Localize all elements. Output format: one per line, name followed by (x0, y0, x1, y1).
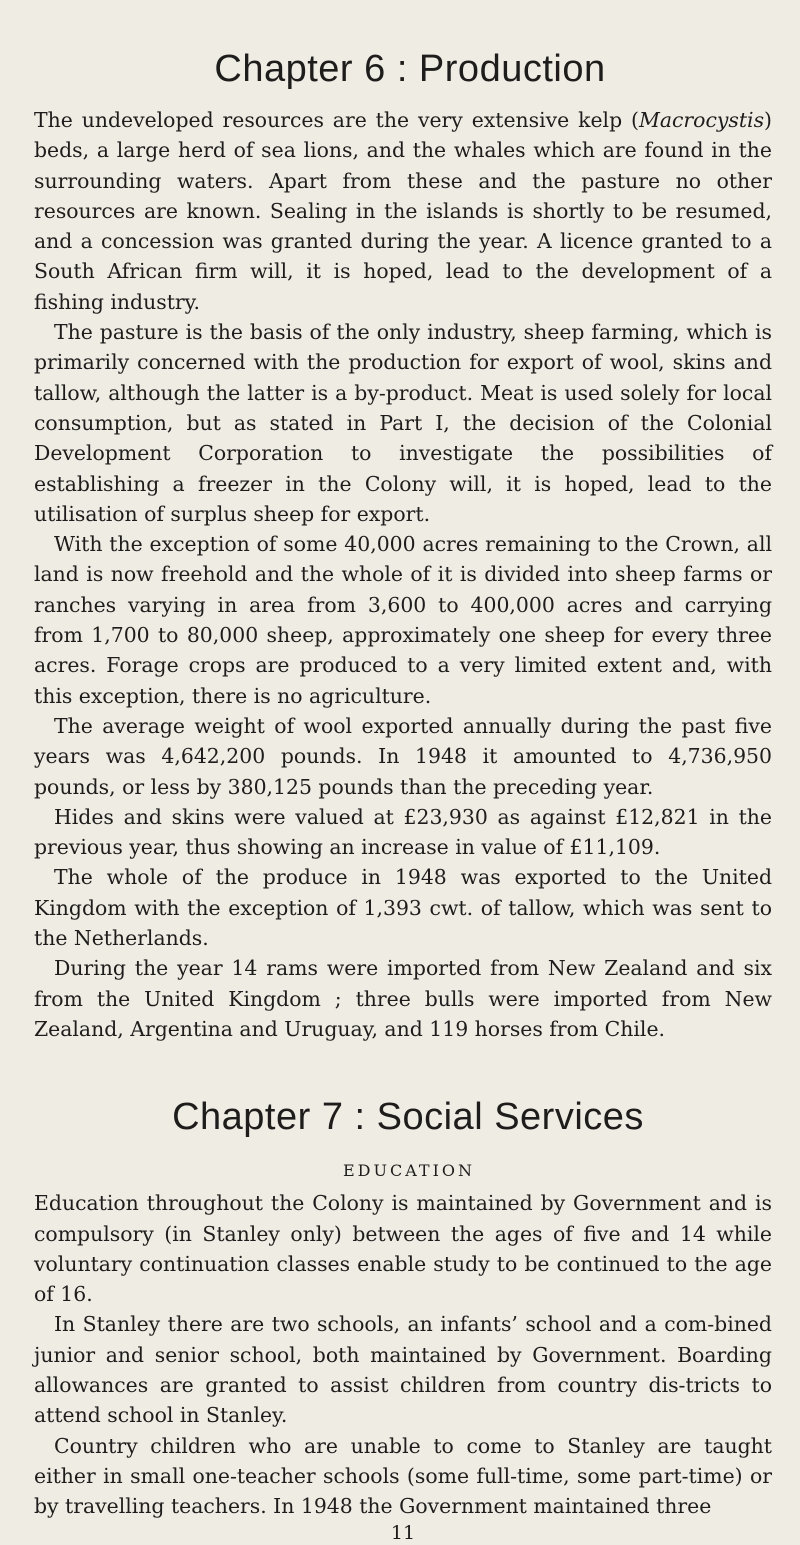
section-heading-education: EDUCATION (342, 1161, 476, 1181)
paragraph-produce-exports: The whole of the produce in 1948 was exported to the United Kingdom with the exception of 1,393 cwt. of tallow, which was sent to the Netherlands. (34, 865, 772, 951)
paragraph-kelp-resources: The undeveloped resources are the very extensive kelp (Macrocystis) beds, a large herd of sea lions, and the whales which are found in the surrounding waters. Apart from these and the pasture no other resources are known. Sealing in the islands is shortly to be resumed, and a concession was granted during the year. A licence granted to a South African firm will, it is hoped, lead to the development of a fishing industry. (34, 108, 772, 314)
species-name-italic: Macrocystis (638, 108, 765, 132)
paragraph-livestock-imports: During the year 14 rams were imported from New Zealand and six from the United Kingdom ; three bulls were imported from New Zealand, Argentina and Uruguay, and 119 horses from Chile. (34, 956, 772, 1041)
chapter-6-title: Chapter 6 : Production (214, 48, 606, 90)
page-number: 11 (390, 1522, 416, 1545)
paragraph-stanley-schools: In Stanley there are two schools, an infants’ school and a com-bined junior and senior school, both maintained by Government. Boarding allowances are granted to assist children from country dis-tricts to attend school in Stanley. (34, 1312, 772, 1428)
chapter-7-title: Chapter 7 : Social Services (172, 1096, 644, 1139)
paragraph-country-children: Country children who are unable to come to Stanley are taught either in small one-teacher schools (some full-time, some part-time) or by travelling teachers. In 1948 the Government maintained three (34, 1433, 772, 1519)
paragraph-hides-skins: Hides and skins were valued at £23,930 as against £12,821 in the previous year, thus showing an increase in value of £11,109. (34, 804, 772, 860)
paragraph-wool-exports: The average weight of wool exported annually during the past five years was 4,642,200 pounds. In 1948 it amounted to 4,736,950 pounds, or less by 380,125 pounds than the preceding year. (34, 713, 772, 799)
paragraph-land-tenure: With the exception of some 40,000 acres remaining to the Crown, all land is now freehold and the whole of it is divided into sheep farms or ranches varying in area from 3,600 to 400,000 acres and carrying from 1,700 to 80,000 sheep, approximately one sheep for every three acres. Forage crops are produced to a very limited extent and, with this exception, there is no agriculture. (34, 532, 772, 708)
paragraph-pasture-industry: The pasture is the basis of the only industry, sheep farming, which is primarily concerned with the production for export of wool, skins and tallow, although the latter is a by-product. Meat is used solely for local consumption, but as stated in Part I, the decision of the Colonial Development Corporation to investigate the possibilities of establishing a freezer in the Colony will, it is hoped, lead to the utilisation of surplus sheep for export. (34, 320, 772, 526)
paragraph-education-overview: Education throughout the Colony is maintained by Government and is compulsory (in Stanley only) between the ages of five and 14 while voluntary continuation classes enable study to be continued to the age of 16. (34, 1191, 772, 1307)
